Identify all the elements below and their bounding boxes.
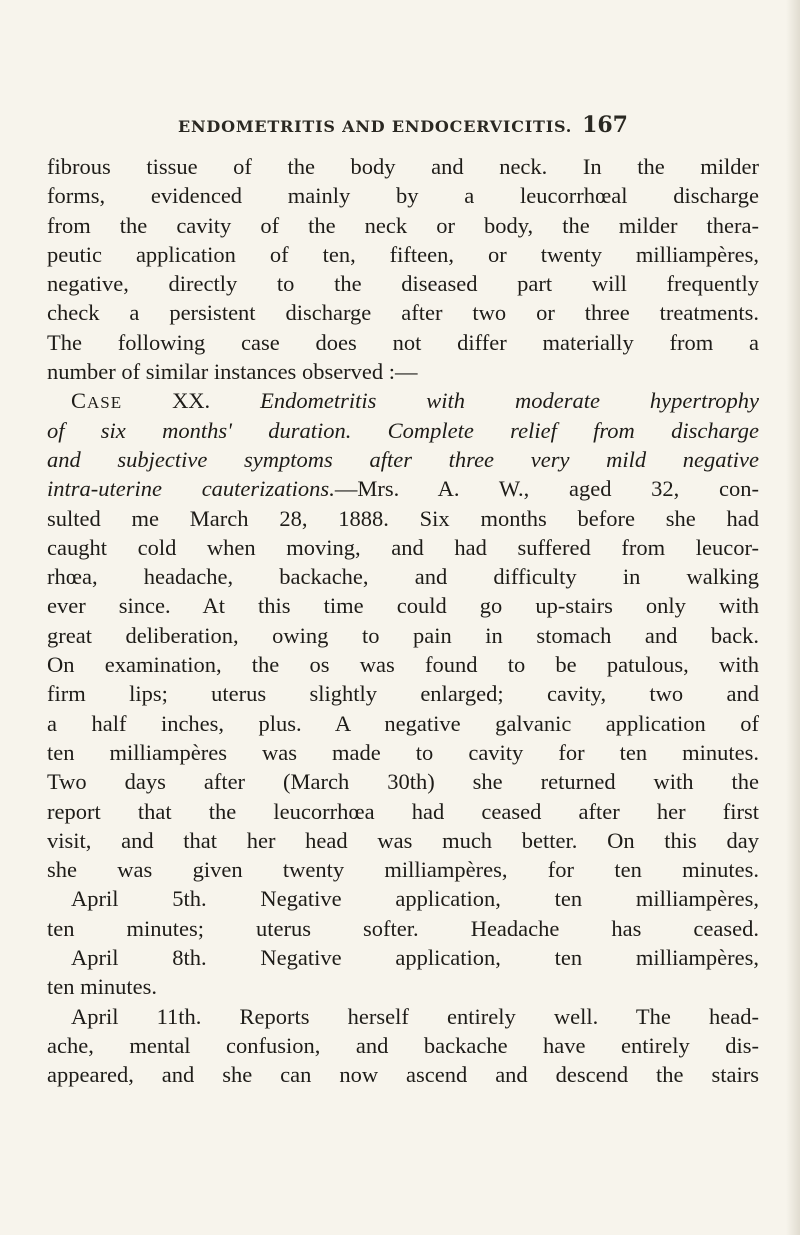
case-line: rhœa, headache, backache, and difficulty in walking	[47, 564, 759, 590]
text-line: peutic application of ten, fifteen, or twenty milliampères,	[47, 241, 759, 267]
case-line: great deliberation, owing to pain in stomach and back.	[47, 622, 759, 648]
text-line: The following case does not differ materially from a	[47, 329, 759, 355]
case-entry-line: April 11th. Reports herself entirely well. The head-	[71, 1003, 759, 1029]
case-line: ache, mental confusion, and backache have entirely dis-	[47, 1032, 759, 1058]
text-line: from the cavity of the neck or body, the milder thera-	[47, 212, 759, 238]
case-line: appeared, and she can now ascend and descend the stairs	[47, 1062, 759, 1088]
case-label: CASE	[71, 388, 123, 414]
case-line: caught cold when moving, and had suffered from leucor-	[47, 534, 759, 560]
case-entry-line: April 8th. Negative application, ten milliampères,	[71, 945, 759, 971]
case-line: Two days after (March 30th) she returned with the	[47, 769, 759, 795]
case-entry-line: April 5th. Negative application, ten milliampères,	[71, 886, 759, 912]
text-line: number of similar instances observed :—	[47, 359, 418, 385]
case-line: visit, and that her head was much better. On this day	[47, 827, 759, 853]
case-line: ever since. At this time could go up-stairs only with	[47, 593, 759, 619]
case-line: firm lips; uterus slightly enlarged; cavity, two and	[47, 681, 759, 707]
case-title-end-line	[47, 474, 759, 503]
page-number: 167	[582, 112, 628, 138]
text-line: check a persistent discharge after two or three treatments.	[47, 300, 759, 326]
case-number: XX.	[172, 388, 211, 414]
page-edge-shadow	[786, 0, 800, 1235]
case-title-line: and subjective symptoms after three very mild negative	[47, 446, 759, 472]
case-title-line: of six months' duration. Complete relief from discharge	[47, 417, 759, 443]
case-line: ten minutes.	[47, 974, 157, 1000]
running-head	[178, 112, 628, 142]
text-line: forms, evidenced mainly by a leucorrhœal discharge	[47, 183, 759, 209]
case-text-start: —Mrs. A. W., aged 32, con-	[334, 476, 760, 502]
case-title: Endometritis with moderate hypertrophy	[260, 388, 759, 414]
text-line: fibrous tissue of the body and neck. In the milder	[47, 154, 759, 179]
case-line: report that the leucorrhœa had ceased after her first	[47, 798, 759, 824]
case-line: she was given twenty milliampères, for ten minutes.	[47, 857, 759, 883]
running-title: ENDOMETRITIS AND ENDOCERVICITIS.	[178, 117, 573, 136]
case-title-tail: intra-uterine cauterizations.	[47, 476, 335, 502]
case-line: On examination, the os was found to be patulous, with	[47, 652, 759, 678]
case-line: ten milliampères was made to cavity for ten minutes.	[47, 739, 759, 765]
case-line: ten minutes; uterus softer. Headache has ceased.	[47, 915, 759, 941]
case-line: sulted me March 28, 1888. Six months before she had	[47, 505, 759, 531]
case-heading-line	[47, 386, 759, 415]
body-text	[47, 152, 759, 1090]
case-line: a half inches, plus. A negative galvanic application of	[47, 710, 759, 736]
text-line: negative, directly to the diseased part will frequently	[47, 271, 759, 297]
